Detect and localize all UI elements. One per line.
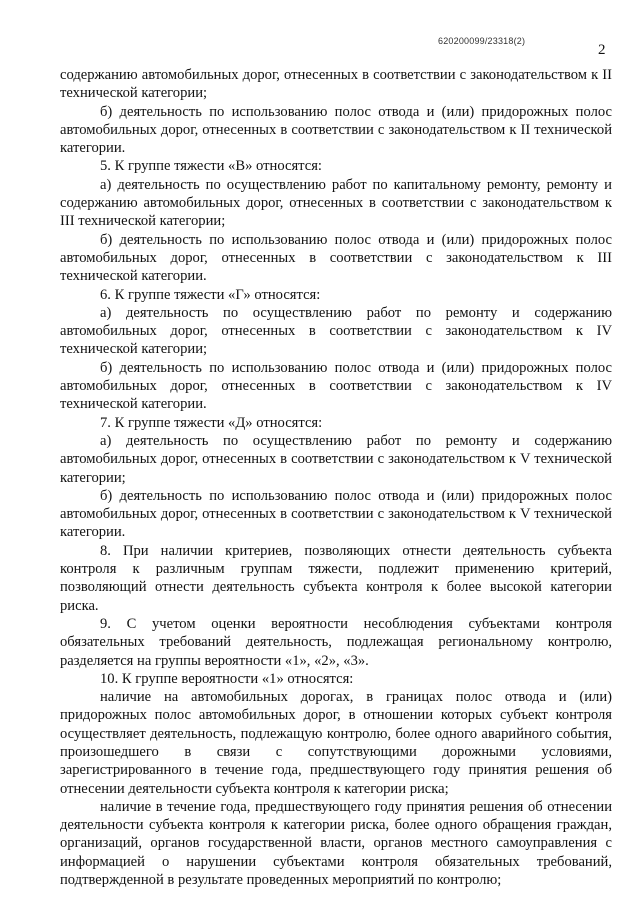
paragraph: а) деятельность по осуществлению работ по капитальному ремонту, ремонту и содержанию автомобильных дорог, отнесенных в соответствии с законодательством к III технической категории; (60, 176, 612, 230)
paragraph: содержанию автомобильных дорог, отнесенных в соответствии с законодательством к II технической категории; (60, 67, 612, 102)
paragraph: б) деятельность по использованию полос отвода и (или) придорожных полос автомобильных дорог, отнесенных в соответствии с законодательством к III технической категории. (60, 231, 612, 285)
paragraph: 5. К группе тяжести «В» относятся: (100, 158, 322, 175)
paragraph: 9. С учетом оценки вероятности несоблюдения субъектами контроля обязательных требований деятельность, подлежащая региональному контролю, разделяется на группы вероятности «1», «2», «3». (60, 615, 612, 669)
paragraph: наличие в течение года, предшествующего году принятия решения об отнесении деятельности субъекта контроля к категории риска, более одного обращения граждан, организаций, органов государственной власти, органов местного самоуправления с информацией о нарушении субъектами контроля обязательных требований, подтвержденной в результате проведенных мероприятий по контролю; (60, 798, 612, 889)
paragraph: наличие на автомобильных дорогах, в границах полос отвода и (или) придорожных полос автомобильных дорог, в отношении которых субъект контроля осуществляет деятельность, подлежащую контролю, более одного аварийного события, произошедшего в связи с сопутствующими дорожными условиями, зарегистрированного в течение года, предшествующего году принятия решения об отнесении деятельности субъекта контроля к категории риска; (60, 689, 612, 797)
document-id: 620200099/23318(2) (438, 36, 526, 46)
paragraph: 6. К группе тяжести «Г» относятся: (100, 286, 321, 303)
paragraph: 7. К группе тяжести «Д» относятся: (100, 414, 323, 431)
paragraph: а) деятельность по осуществлению работ по ремонту и содержанию автомобильных дорог, отнесенных в соответствии с законодательством к IV технической категории; (60, 304, 612, 358)
paragraph: 8. При наличии критериев, позволяющих отнести деятельность субъекта контроля к различным группам тяжести, подлежит применению критерий, позволяющий отнести деятельность субъекта контроля к более высокой категории риска. (60, 542, 612, 614)
document-body (60, 66, 612, 889)
paragraph: б) деятельность по использованию полос отвода и (или) придорожных полос автомобильных дорог, отнесенных в соответствии с законодательством к II технической категории. (60, 103, 612, 157)
paragraph: 10. К группе вероятности «1» относятся: (100, 670, 354, 687)
paragraph: а) деятельность по осуществлению работ по ремонту и содержанию автомобильных дорог, отнесенных в соответствии с законодательством к V технической категории; (60, 432, 612, 486)
paragraph: б) деятельность по использованию полос отвода и (или) придорожных полос автомобильных дорог, отнесенных в соответствии с законодательством к IV технической категории. (60, 359, 612, 413)
paragraph: б) деятельность по использованию полос отвода и (или) придорожных полос автомобильных дорог, отнесенных в соответствии с законодательством к V технической категории. (60, 487, 612, 541)
page-number: 2 (598, 42, 606, 58)
